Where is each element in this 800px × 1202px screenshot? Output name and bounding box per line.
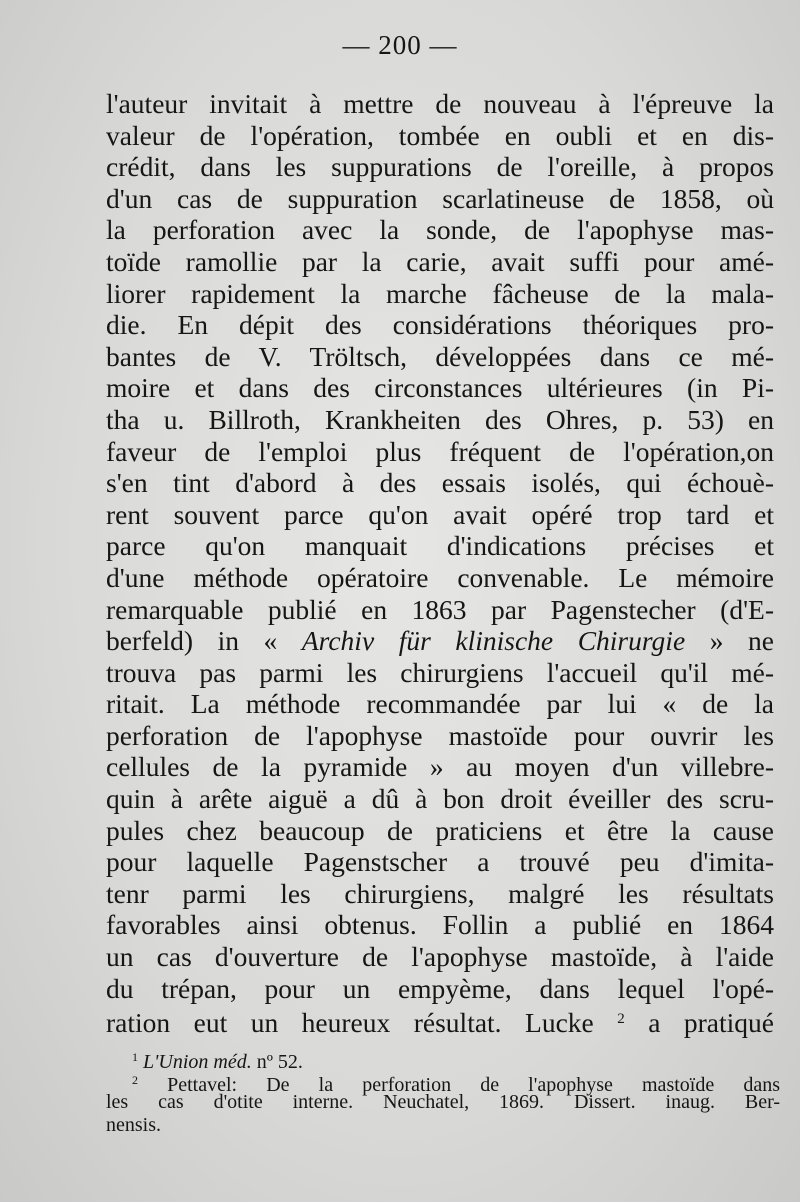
text-segment: berfeld) in « bbox=[106, 625, 302, 657]
italic-title: Archiv für klinische Chirurgie bbox=[301, 625, 686, 657]
text-line: toïde ramollie par la carie, avait suffi pour amé- bbox=[106, 245, 774, 277]
text-line: quin à arête aiguë a dû à bon droit éveiller des scru- bbox=[106, 783, 774, 815]
text-line: d'un cas de suppuration scarlatineuse de 1858, où bbox=[106, 182, 774, 214]
text-line: ritait. La méthode recommandée par lui « de la bbox=[106, 688, 774, 720]
body-text bbox=[106, 88, 775, 1039]
text-line: rent souvent parce qu'on avait opéré trop tard et bbox=[106, 498, 774, 530]
footnotes bbox=[106, 1046, 780, 1136]
text-line: pour laquelle Pagenstscher a trouvé peu d'imita- bbox=[106, 846, 774, 878]
footnote-1-marker: 1 bbox=[132, 1050, 138, 1064]
text-line: tenr parmi les chirurgiens, malgré les résultats bbox=[106, 877, 774, 909]
text-line: un cas d'ouverture de l'apophyse mastoïde, à l'aide bbox=[106, 941, 774, 973]
footnote-2-line-3: nensis. bbox=[106, 1113, 161, 1136]
text-line: d'une méthode opératoire convenable. Le mémoire bbox=[106, 561, 774, 593]
text-line: pules chez beaucoup de praticiens et être la cause bbox=[106, 814, 774, 846]
text-segment: a pratiqué bbox=[624, 1007, 775, 1039]
text-line: s'en tint d'abord à des essais isolés, qui échouè- bbox=[106, 467, 774, 499]
text-line: parce qu'on manquait d'indications précises et bbox=[106, 530, 774, 562]
text-segment: » ne bbox=[685, 625, 774, 657]
text-line: die. En dépit des considérations théoriques pro- bbox=[106, 309, 774, 341]
footnote-1-ref: nº 52. bbox=[251, 1051, 303, 1073]
footnote-1 bbox=[106, 1046, 780, 1073]
text-line: valeur de l'opération, tombée en oubli et en dis- bbox=[106, 119, 774, 151]
text-segment: ration eut un heureux résultat. Lucke bbox=[106, 1007, 618, 1039]
text-line: bantes de V. Tröltsch, développées dans ce mé- bbox=[106, 340, 774, 372]
text-line: favorables ainsi obtenus. Follin a publié en 1864 bbox=[106, 909, 774, 941]
footnote-2-marker: 2 bbox=[132, 1072, 138, 1087]
text-line: du trépan, pour un empyème, dans lequel l'opé- bbox=[106, 972, 774, 1004]
text-line: perforation de l'apophyse mastoïde pour ouvrir les bbox=[106, 719, 774, 751]
text-line bbox=[106, 625, 774, 657]
page-number: — 200 — bbox=[342, 30, 458, 60]
text-line: la perforation avec la sonde, de l'apophyse mas- bbox=[106, 214, 774, 246]
text-line: l'auteur invitait à mettre de nouveau à l'épreuve la bbox=[106, 88, 774, 119]
text-line bbox=[106, 1004, 775, 1039]
text-line: cellules de la pyramide » au moyen d'un villebre- bbox=[106, 751, 774, 783]
text-line: tha u. Billroth, Krankheiten des Ohres, p. 53) en bbox=[106, 403, 774, 435]
text-line: crédit, dans les suppurations de l'oreille, à propos bbox=[106, 151, 774, 183]
footnote-1-source: L'Union méd. bbox=[143, 1051, 252, 1073]
text-line: remarquable publié en 1863 par Pagenstecher (d'E- bbox=[106, 593, 774, 625]
text-line: faveur de l'emploi plus fréquent de l'opération,on bbox=[106, 435, 774, 467]
text-line: liorer rapidement la marche fâcheuse de la mala- bbox=[106, 277, 774, 309]
footnote-ref: 2 bbox=[617, 1011, 625, 1028]
text-line: trouva pas parmi les chirurgiens l'accueil qu'il mé- bbox=[106, 656, 774, 688]
footnote-2-text-1: Pettavel: De la perforation de l'apophyse mastoïde dans bbox=[138, 1073, 780, 1096]
text-line: moire et dans des circonstances ultérieures (in Pi- bbox=[106, 372, 774, 404]
footnote-2-line-1 bbox=[106, 1069, 780, 1096]
footnote-2-line-2: les cas d'otite interne. Neuchatel, 1869. Dissert. inaug. Ber- bbox=[106, 1091, 780, 1113]
